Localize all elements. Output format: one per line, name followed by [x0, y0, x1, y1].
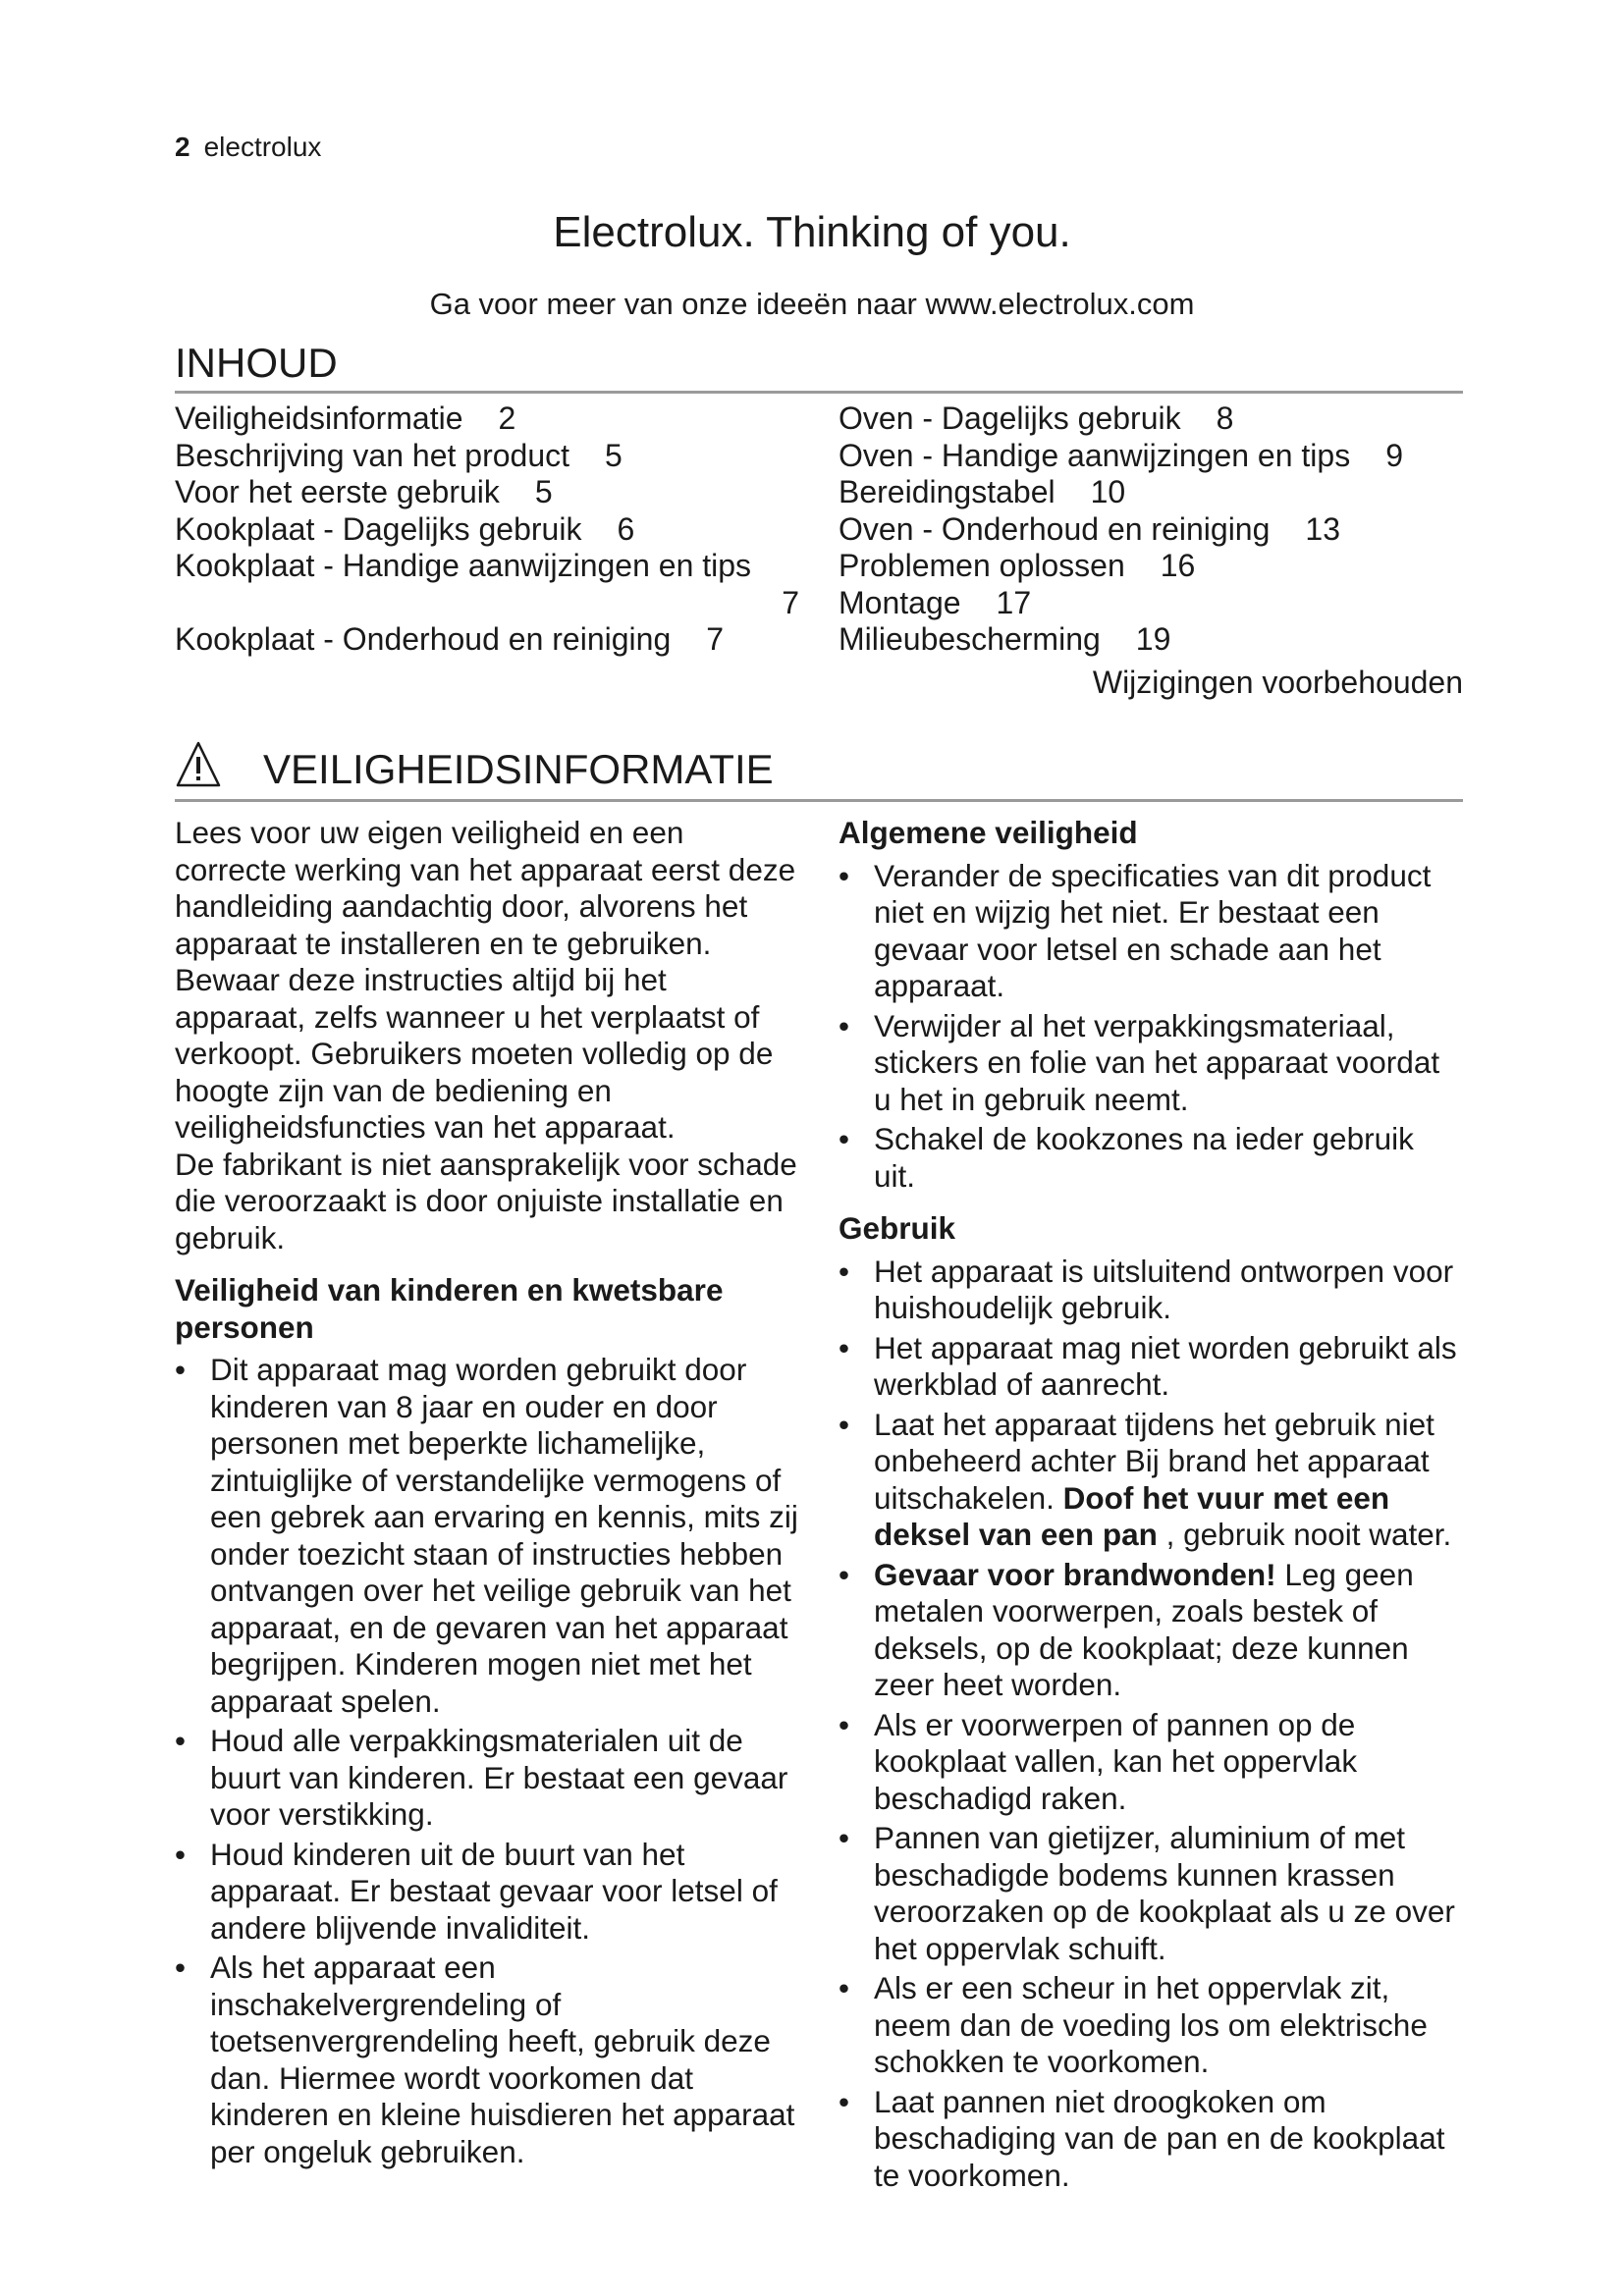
toc-note: Wijzigingen voorbehouden	[1092, 665, 1463, 700]
toc-item[interactable]	[839, 438, 1467, 475]
safety-heading-bar	[175, 740, 1463, 802]
toc-item[interactable]	[839, 621, 1467, 659]
toc-item-page: 8	[1216, 400, 1234, 436]
usage-item-text: , gebruik nooit water.	[1157, 1517, 1452, 1552]
safety-left-column	[175, 815, 799, 2173]
list-item: • Het apparaat is uitsluitend ontworpen voor huishoudelijk gebruik.	[839, 1254, 1463, 1327]
toc-item-page: 16	[1160, 548, 1196, 583]
usage-list	[839, 1254, 1463, 2195]
toc-item[interactable]	[175, 548, 803, 621]
toc-item-label: Oven - Handige aanwijzingen en tips	[839, 437, 1351, 473]
toc-item[interactable]	[175, 438, 803, 475]
list-item: • Als er een scheur in het oppervlak zit, neem dan de voeding los om elektrische schokken te voorkomen.	[839, 1970, 1463, 2081]
brand-subtitle: Ga voor meer van onze ideeën naar www.electrolux.com	[429, 287, 1195, 321]
toc-item-label: Beschrijving van het product	[175, 437, 569, 473]
toc-item-page: 5	[534, 474, 553, 509]
toc-item-label: Oven - Onderhoud en reiniging	[839, 510, 1271, 547]
page-number: 2	[175, 132, 190, 162]
toc-item[interactable]	[839, 474, 1467, 511]
usage-item-text: Leg geen metalen voorwerpen, zoals bestek of deksels, op de kookplaat; deze kunnen zeer heet worden.	[874, 1556, 1414, 1702]
toc-heading: INHOUD	[175, 340, 1463, 394]
usage-item-emphasis: Doof het vuur met een deksel van een pan	[874, 1479, 1390, 1552]
toc-item-page: 7	[706, 621, 725, 657]
toc-item[interactable]	[175, 474, 803, 511]
toc-item-label: Bereidingstabel	[839, 474, 1056, 509]
list-item: • Houd alle verpakkingsmaterialen uit de buurt van kinderen. Er bestaat een gevaar voor verstikking.	[175, 1723, 799, 1834]
toc-item-page: 2	[498, 400, 516, 436]
list-item: • Houd kinderen uit de buurt van het apparaat. Er bestaat gevaar voor letsel of andere blijvende invaliditeit.	[175, 1837, 799, 1948]
toc-item[interactable]	[839, 548, 1467, 585]
list-item: • Dit apparaat mag worden gebruikt door kinderen van 8 jaar en ouder en door personen met beperkte lichamelijke, zintuiglijke of verstandelijke vermogens of een gebrek aan ervaring en kennis, mits zij onder toezicht staan of instructies hebben ontvangen over het veilige gebruik van het apparaat, en de gevaren van het apparaat begrijpen. Kinderen mogen niet met het apparaat spelen.	[175, 1352, 799, 1720]
warning-triangle-icon	[175, 740, 222, 789]
toc-item-page: 19	[1135, 621, 1171, 657]
general-safety-heading: Algemene veiligheid	[839, 815, 1138, 850]
toc-item-page: 9	[1385, 437, 1403, 473]
toc-item-label: Problemen oplossen	[839, 548, 1125, 583]
usage-item-text: Laat het apparaat tijdens het gebruik niet onbeheerd achter Bij brand het apparaat uitschakelen.	[874, 1406, 1435, 1516]
list-item: • Het apparaat mag niet worden gebruikt als werkblad of aanrecht.	[839, 1330, 1463, 1404]
list-item	[839, 1407, 1463, 1554]
toc-item-page: 6	[617, 510, 635, 547]
toc-item-label: Milieubescherming	[839, 621, 1101, 657]
toc-right-column	[839, 400, 1467, 659]
children-heading: Veiligheid van kinderen en kwetsbare personen	[175, 1272, 724, 1345]
list-item: • Verwijder al het verpakkingsmateriaal, stickers en folie van het apparaat voordat u het in gebruik neemt.	[839, 1008, 1463, 1119]
toc-item-page: 7	[782, 584, 799, 620]
toc-item[interactable]	[175, 621, 803, 659]
toc-item-label: Montage	[839, 584, 961, 620]
list-item: • Schakel de kookzones na ieder gebruik uit.	[839, 1121, 1463, 1195]
toc-item-label: Kookplaat - Handige aanwijzingen en tips	[175, 548, 752, 583]
page-header	[175, 132, 321, 163]
toc-item-label: Oven - Dagelijks gebruik	[839, 400, 1181, 436]
safety-liability: De fabrikant is niet aansprakelijk voor schade die veroorzaakt is door onjuiste installatie en gebruik.	[175, 1146, 797, 1255]
toc-item[interactable]	[175, 400, 803, 438]
list-item: • Als er voorwerpen of pannen op de kookplaat vallen, kan het oppervlak beschadigd raken.	[839, 1707, 1463, 1818]
children-list	[175, 1352, 799, 2170]
list-item	[839, 1557, 1463, 1704]
toc-item[interactable]	[839, 400, 1467, 438]
toc-item-label: Voor het eerste gebruik	[175, 474, 500, 509]
toc-item-label: Veiligheidsinformatie	[175, 400, 463, 436]
toc-item-page: 10	[1090, 474, 1126, 509]
toc-left-column	[175, 400, 803, 659]
list-item: • Pannen van gietijzer, aluminium of met beschadigde bodems kunnen krassen veroorzaken op de kookplaat als u ze over het oppervlak schuift.	[839, 1820, 1463, 1967]
toc-item-page: 17	[996, 584, 1032, 620]
safety-heading: VEILIGHEIDSINFORMATIE	[263, 746, 774, 792]
toc-item[interactable]	[839, 511, 1467, 549]
toc-item-label: Kookplaat - Dagelijks gebruik	[175, 510, 582, 547]
toc-item-page: 13	[1305, 510, 1340, 547]
safety-intro: Lees voor uw eigen veiligheid en een correcte werking van het apparaat eerst deze handleiding aandachtig door, alvorens het apparaat te installeren en te gebruiken. Bewaar deze instructies altijd bij het apparaat, zelfs wanneer u het verplaatst of verkoopt. Gebruikers moeten volledig op de hoogte zijn van de bediening en veiligheidsfuncties van het apparaat.	[175, 815, 796, 1145]
brand-title: Electrolux. Thinking of you.	[553, 208, 1071, 256]
toc-item[interactable]	[175, 511, 803, 549]
list-item: • Als het apparaat een inschakelvergrendeling of toetsenvergrendeling heeft, gebruik deze dan. Hiermee wordt voorkomen dat kinderen en kleine huisdieren het apparaat per ongeluk gebruiken.	[175, 1949, 799, 2170]
general-safety-list	[839, 858, 1463, 1196]
list-item: • Verander de specificaties van dit product niet en wijzig het niet. Er bestaat een gevaar voor letsel en schade aan het apparaat.	[839, 858, 1463, 1005]
toc-item[interactable]	[839, 585, 1467, 622]
toc-item-label: Kookplaat - Onderhoud en reiniging	[175, 621, 672, 657]
safety-right-column	[839, 815, 1463, 2197]
header-brand: electrolux	[203, 132, 322, 162]
usage-heading: Gebruik	[839, 1210, 956, 1246]
usage-item-emphasis: Gevaar voor brandwonden!	[874, 1556, 1276, 1592]
list-item: • Laat pannen niet droogkoken om beschadiging van de pan en de kookplaat te voorkomen.	[839, 2084, 1463, 2195]
toc-item-page: 5	[605, 437, 623, 473]
